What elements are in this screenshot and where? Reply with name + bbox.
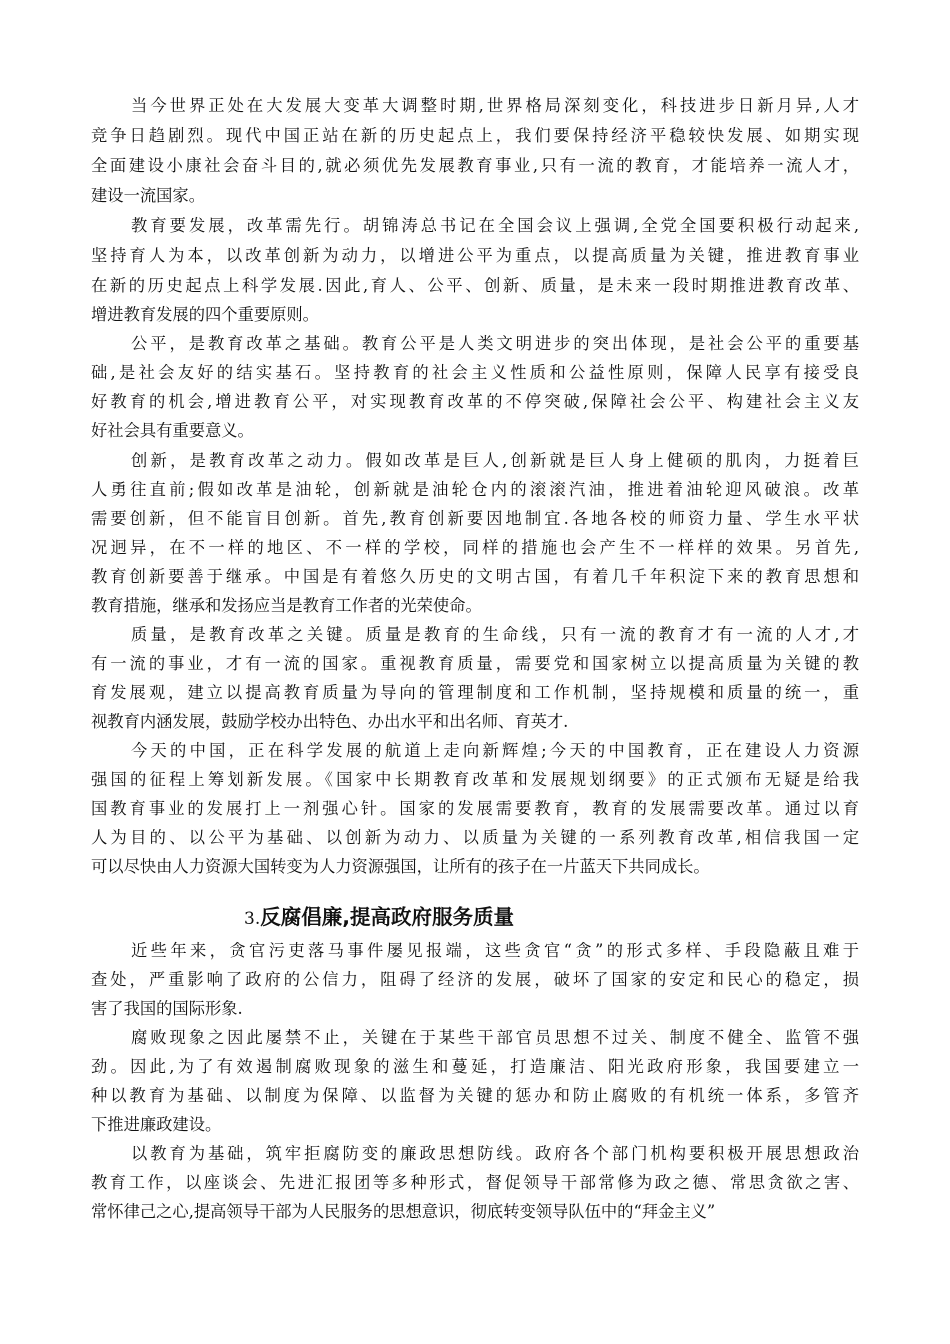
paragraph-line: 教育创新要善于继承。中国是有着悠久历史的文明古国，有着几千年积淀下来的教育思想和 bbox=[91, 567, 859, 586]
paragraph-line: 当今世界正处在大发展大变革大调整时期,世界格局深刻变化，科技进步日新月异,人才 bbox=[131, 96, 859, 115]
paragraph-line: 创新，是教育改革之动力。假如改革是巨人,创新就是巨人身上健硕的肌肉，力挺着巨 bbox=[131, 451, 859, 470]
paragraph-line: 今天的中国，正在科学发展的航道上走向新辉煌;今天的中国教育，正在建设人力资源 bbox=[131, 741, 859, 760]
paragraph-line: 劲。因此,为了有效遏制腐败现象的滋生和蔓延，打造廉洁、阳光政府形象，我国要建立一 bbox=[91, 1057, 859, 1076]
paragraph-line: 在新的历史起点上科学发展.因此,育人、公平、创新、质量，是未来一段时期推进教育改革、 bbox=[91, 276, 859, 295]
paragraph-line: 础,是社会友好的结实基石。坚持教育的社会主义性质和公益性原则，保障人民享有接受良 bbox=[91, 363, 859, 382]
paragraph-line: 有一流的事业，才有一流的国家。重视教育质量，需要党和国家树立以提高质量为关键的教 bbox=[91, 654, 859, 673]
paragraph-line: 腐败现象之因此屡禁不止，关键在于某些干部官员思想不过关、制度不健全、监管不强 bbox=[131, 1028, 859, 1047]
paragraph-line: 视教育内涵发展，鼓励学校办出特色、办出水平和出名师、育英才. bbox=[91, 712, 569, 731]
paragraph-line: 育发展观，建立以提高教育质量为导向的管理制度和工作机制，坚持规模和质量的统一，重 bbox=[91, 683, 859, 702]
paragraph-line: 教育措施，继承和发扬应当是教育工作者的光荣使命。 bbox=[91, 596, 482, 615]
paragraph-line: 质量，是教育改革之关键。质量是教育的生命线，只有一流的教育才有一流的人才,才 bbox=[131, 625, 859, 644]
paragraph-line: 以教育为基础，筑牢拒腐防变的廉政思想防线。政府各个部门机构要积极开展思想政治 bbox=[131, 1144, 859, 1163]
paragraph-line: 教育要发展，改革需先行。胡锦涛总书记在全国会议上强调,全党全国要积极行动起来, bbox=[131, 216, 859, 235]
paragraph-line: 强国的征程上筹划新发展。《国家中长期教育改革和发展规划纲要》的正式颁布无疑是给我 bbox=[91, 770, 859, 789]
paragraph-line: 查处，严重影响了政府的公信力，阻碍了经济的发展，破坏了国家的安定和民心的稳定，损 bbox=[91, 970, 859, 989]
paragraph-line: 竞争日趋剧烈。现代中国正站在新的历史起点上，我们要保持经济平稳较快发展、如期实现 bbox=[91, 126, 859, 145]
paragraph-line: 人勇往直前;假如改革是油轮，创新就是油轮仓内的滚滚汽油，推进着油轮迎风破浪。改革 bbox=[91, 480, 859, 499]
paragraph-line: 坚持育人为本，以改革创新为动力，以增进公平为重点，以提高质量为关键，推进教育事业 bbox=[91, 246, 859, 265]
paragraph-line: 种以教育为基础、以制度为保障、以监督为关键的惩办和防止腐败的有机统一体系，多管齐 bbox=[91, 1086, 859, 1105]
paragraph-line: 害了我国的国际形象. bbox=[91, 999, 243, 1018]
paragraph-line: 增进教育发展的四个重要原则。 bbox=[91, 305, 319, 324]
paragraph-line: 近些年来，贪官污吏落马事件屡见报端，这些贪官“贪”的形式多样、手段隐蔽且难于 bbox=[131, 941, 859, 960]
paragraph-line: 需要创新，但不能盲目创新。首先,教育创新要因地制宜.各地各校的师资力量、学生水平状 bbox=[91, 509, 859, 528]
paragraph-line: 全面建设小康社会奋斗目的,就必须优先发展教育事业,只有一流的教育，才能培养一流人才， bbox=[91, 156, 859, 175]
paragraph-line: 好社会具有重要意义。 bbox=[91, 421, 254, 440]
paragraph-line: 可以尽快由人力资源大国转变为人力资源强国，让所有的孩子在一片蓝天下共同成长。 bbox=[91, 857, 710, 876]
paragraph-line: 常怀律己之心,提高领导干部为人民服务的思想意识，彻底转变领导队伍中的“拜金主义” bbox=[91, 1202, 716, 1221]
paragraph-line: 下推进廉政建设。 bbox=[91, 1115, 222, 1134]
paragraph-line: 好教育的机会,增进教育公平，对实现教育改革的不停突破,保障社会公平、构建社会主义友 bbox=[91, 392, 859, 411]
paragraph-line: 人为目的、以公平为基础、以创新为动力、以质量为关键的一系列教育改革,相信我国一定 bbox=[91, 828, 859, 847]
paragraph-line: 国教育事业的发展打上一剂强心针。国家的发展需要教育，教育的发展需要改革。通过以育 bbox=[91, 799, 859, 818]
paragraph-line: 教育工作，以座谈会、先进汇报团等多种形式，督促领导干部常修为政之德、常思贪欲之害、 bbox=[91, 1173, 859, 1192]
paragraph-line: 况迥异，在不一样的地区、不一样的学校，同样的措施也会产生不一样样的效果。另首先, bbox=[91, 538, 859, 557]
paragraph-line: 公平，是教育改革之基础。教育公平是人类文明进步的突出体现，是社会公平的重要基 bbox=[131, 334, 859, 353]
section-number: 3. bbox=[244, 909, 261, 929]
section-heading bbox=[244, 900, 514, 934]
paragraph-line: 建设一流国家。 bbox=[91, 186, 205, 205]
section-title: 反腐倡廉,提高政府服务质量 bbox=[260, 905, 515, 929]
